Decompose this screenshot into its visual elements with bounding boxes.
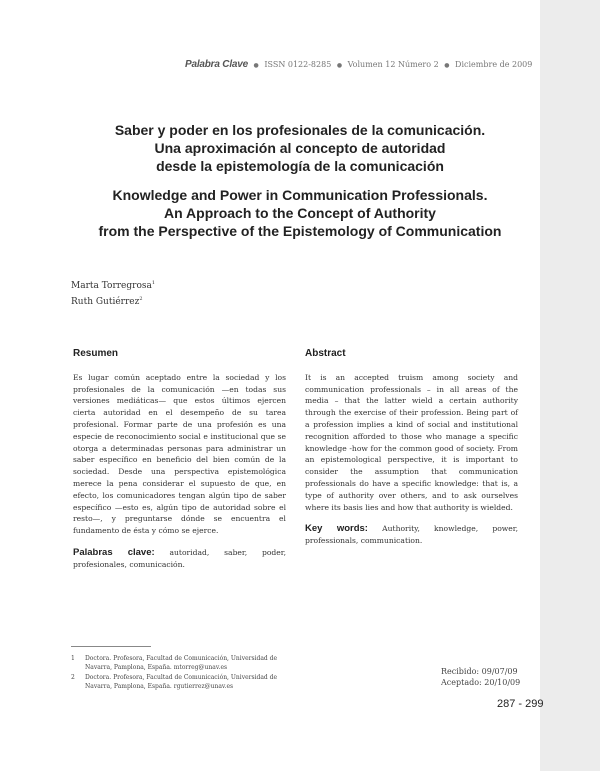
authors [71, 277, 155, 309]
bullet-icon: ● [336, 62, 343, 69]
title-line: desde la epistemología de la comunicación [156, 158, 444, 174]
keywords-text: autoridad, saber, poder, profesionales, comunicación. [73, 547, 286, 569]
resumen-section [73, 348, 286, 571]
title-line: Knowledge and Power in Communication Professionals. [112, 187, 488, 203]
resumen-body: Es lugar común aceptado entre la sociedad y los profesionales de la comunicación —en todas sus versiones mediáticas— que estos últimos ejercen cierta autoridad en el desempeño de su tarea profesional. Formar parte de una profesión es una especie de reconocimiento social e institucional que se otorga a determinadas personas para administrar un saber específico en beneficio del bien común de la sociedad. Desde una perspectiva epistemológica merece la pena considerar el supuesto de que, en efecto, los comunicadores tengan algún tipo de saber específico —esto es, algún tipo de autoridad sobre el resto—, y preguntarse dónde se encuentra el fundamento de ésta y cómo se ejerce. [73, 372, 286, 536]
title-line: from the Perspective of the Epistemology of Communication [98, 223, 502, 239]
key-words [305, 523, 518, 547]
issue-date: Diciembre de 2009 [455, 60, 533, 69]
footnotes [71, 654, 301, 692]
bullet-icon: ● [444, 62, 450, 69]
side-band [540, 0, 600, 771]
received-date: Recibido: 09/07/09 [441, 667, 518, 676]
volume: Volumen 12 Número 2 [347, 60, 439, 69]
abstract-section [305, 348, 518, 547]
issn: ISSN 0122-8285 [264, 60, 332, 69]
title-line: An Approach to the Concept of Authority [164, 205, 436, 221]
footnote-divider [71, 646, 151, 647]
title-spanish [60, 121, 540, 175]
author: Marta Torregrosa$^1$ [71, 280, 156, 291]
palabras-clave [73, 547, 286, 571]
footnote: 2 Doctora. Profesora, Facultad de Comunicación, Universidad de Navarra, Pamplona, España. rgutierrez@unav.es [71, 674, 278, 690]
journal-header [185, 59, 532, 70]
accepted-date: Aceptado: 20/10/09 [441, 678, 521, 687]
title-line: Saber y poder en los profesionales de la comunicación. [114, 122, 486, 138]
resumen-heading: Resumen [73, 348, 119, 359]
journal-logo: Palabra Clave [185, 59, 248, 70]
keywords-label: Key words: [305, 523, 368, 535]
title-english [60, 186, 540, 240]
author: Ruth Gutiérrez$^2$ [71, 296, 143, 307]
page-range: 287 - 299 [497, 698, 544, 710]
footnote: 1 Doctora. Profesora, Facultad de Comunicación, Universidad de Navarra, Pamplona, España. mtorreg@unav.es [71, 655, 278, 671]
keywords-label: Palabras clave: [73, 546, 155, 558]
bullet-icon: ● [253, 62, 259, 69]
dates [441, 666, 520, 688]
keywords-text: Authority, knowledge, power, professionals, communication. [305, 524, 518, 546]
abstract-body: It is an accepted truism among society and communication professionals – in all areas of the media – that the latter wield a certain authority through the exercise of their profession. Being part of a profession implies a kind of social and institutional recognition afforded to those who manage a specific knowledge -how for the common good of society. From an epistemological perspective, it is important to consider the assumption that communication professionals do have a specific knowledge: that is, a type of authority over others, and to ask ourselves where its basis lies and how that authority is wielded. [305, 372, 518, 512]
title-line: Una aproximación al concepto de autoridad [154, 140, 446, 156]
abstract-heading: Abstract [305, 348, 346, 359]
